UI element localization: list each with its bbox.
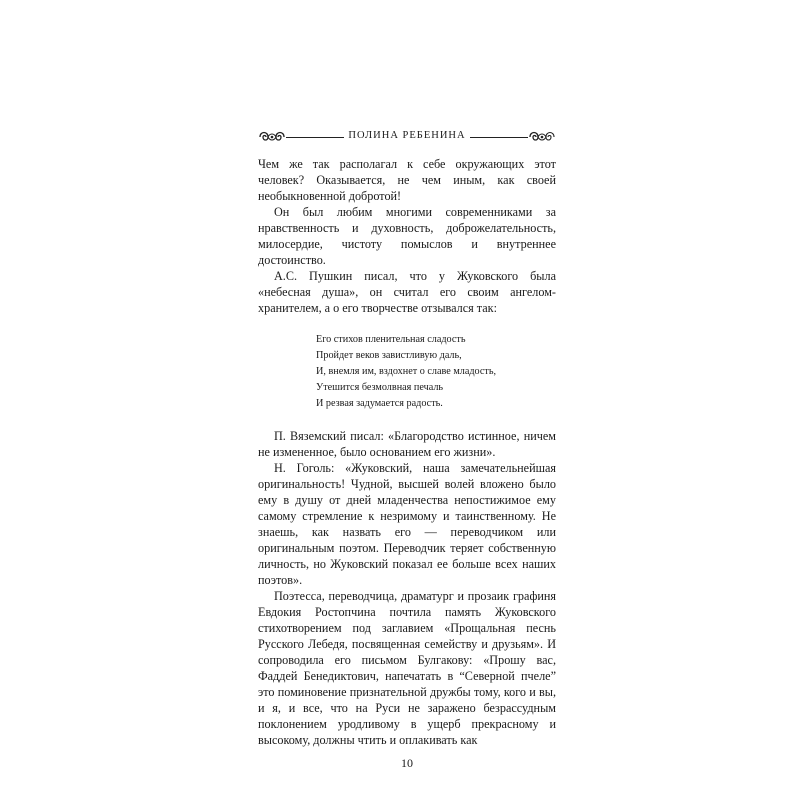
poem-line: Пройдет веков завистливую даль, xyxy=(316,350,462,361)
poem-line: Его стихов пленительная сладость xyxy=(316,334,466,345)
running-header xyxy=(258,128,556,146)
header-title: ПОЛИНА РЕБЕНИНА xyxy=(258,130,556,141)
paragraph: Он был любим многими современниками за нравственность и духовность, доброжелательность, милосердие, чистоту помыслов и внутреннее достоинство. xyxy=(258,205,556,267)
paragraph: А.С. Пушкин писал, что у Жуковского была «небесная душа», он считал его своим ангелом-хранителем, а о его творчестве отзывался так: xyxy=(258,269,556,315)
paragraph: П. Вяземский писал: «Благородство истинное, ничем не измененное, было основанием его жизни». xyxy=(258,429,556,459)
paragraph: Чем же так располагал к себе окружающих этот человек? Оказывается, не чем иным, как своей необыкновенной добротой! xyxy=(258,157,556,203)
paragraph: Поэтесса, переводчица, драматург и прозаик графиня Евдокия Ростопчина почтила память Жуковского стихотворением под заглавием «Прощальная песнь Русского Лебедя, посвященная семейству и друзьям». И сопроводила его письмом Булгакову: «Прошу вас, Фаддей Бенедиктович, напечатать в “Северной пчеле” это поминовение признательной дружбы тому, кого и вы, и я, и все, что на Руси не заражено безрассудным поклонением уродливому в ущерб прекрасному и высокому, должны чтить и оплакивать как xyxy=(258,589,556,747)
paragraph: Н. Гоголь: «Жуковский, наша замечательнейшая оригинальность! Чудной, высшей волей вложено было ему в душу от дней младенчества непостижимое ему самому стремление к незримому и таинственному. Не знаешь, как назвать его — переводчиком или оригинальным поэтом. Переводчик теряет собственную личность, но Жуковский показал ее больше всех наших поэтов». xyxy=(258,461,556,587)
poem-quote xyxy=(316,332,556,412)
page-number: 10 xyxy=(401,756,413,770)
poem-line: И, внемля им, вздохнет о славе младость, xyxy=(316,366,497,377)
book-page xyxy=(258,128,556,771)
ornament-right-icon xyxy=(528,128,556,146)
poem-line: Утешится безмолвная печаль xyxy=(316,382,444,393)
poem-line: И резвая задумается радость. xyxy=(316,398,443,409)
